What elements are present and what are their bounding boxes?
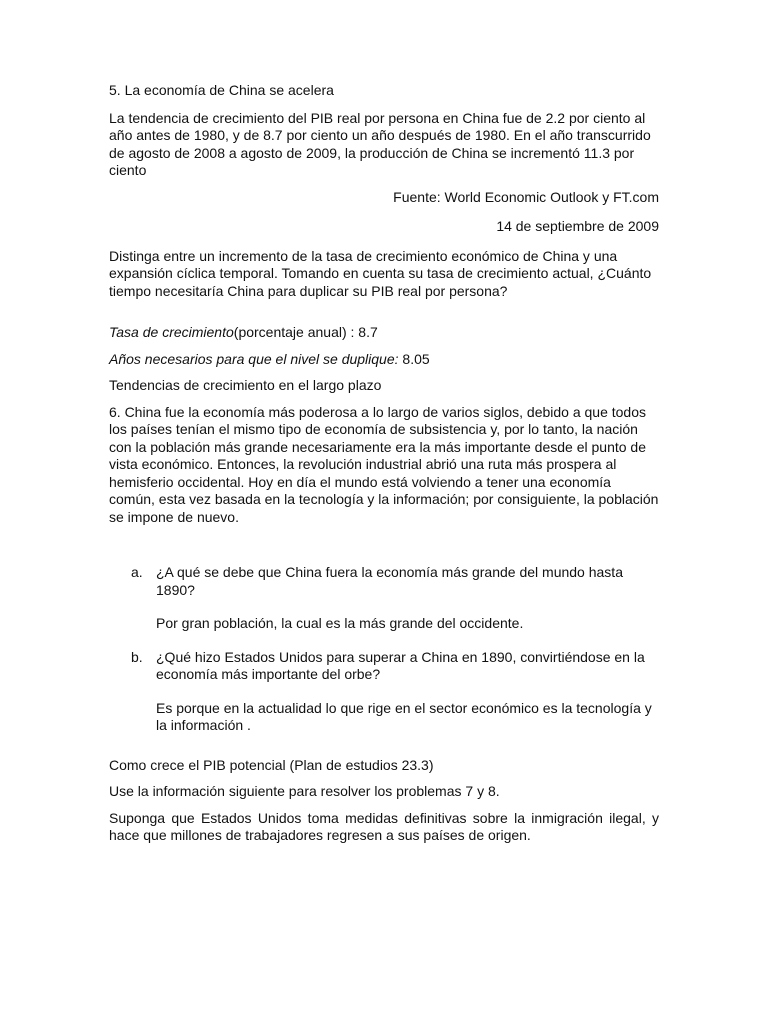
list-item: [109, 649, 659, 735]
growth-rate-value: (porcentaje anual) : 8.7: [233, 324, 378, 340]
years-needed-line: [109, 351, 659, 369]
long-term-heading: Tendencias de crecimiento en el largo plazo: [109, 377, 382, 393]
document-page: [109, 82, 659, 854]
question-letter: b.: [131, 648, 143, 665]
growth-rate-line: [109, 324, 659, 342]
question-text: ¿A qué se debe que China fuera la economía más grande del mundo hasta 1890?: [156, 564, 623, 598]
years-needed-label: Años necesarios para que el nivel se duplique:: [109, 350, 399, 367]
potential-heading: Como crece el PIB potencial (Plan de estudios 23.3): [109, 756, 434, 773]
years-needed-value: 8.05: [398, 350, 430, 367]
question-text: ¿Qué hizo Estados Unidos para superar a China en 1890, convirtiéndose en la economía más importante del orbe?: [156, 648, 645, 682]
question-list: [109, 564, 659, 735]
section-6-text: 6. China fue la economía más poderosa a lo largo de varios siglos, debido a que todos los países tenían el mismo tipo de economía de subsistencia y, por lo tanto, la nación con la población más grande necesariamente era la más importante desde el punto de vista económico. Entonces, la revolución industrial abrió una ruta más prospera al hemisferio occidental. Hoy en día el mundo está volviendo a tener una economía común, esta vez basada en la tecnología y la información; por consiguiente, la población se impone de nuevo.: [109, 403, 659, 525]
answer-text: Por gran población, la cual es la más grande del occidente.: [156, 615, 524, 631]
potential-scenario: Suponga que Estados Unidos toma medidas definitivas sobre la inmigración ilegal, y hace que millones de trabajadores regresen a sus países de origen.: [109, 809, 659, 843]
section-5-intro: La tendencia de crecimiento del PIB real por persona en China fue de 2.2 por ciento al año antes de 1980, y de 8.7 por ciento un año después de 1980. En el año transcurrido de agosto de 2008 a agosto de 2009, la producción de China se incrementó 11.3 por ciento: [109, 109, 651, 178]
potential-instruction: Use la información siguiente para resolver los problemas 7 y 8.: [109, 783, 500, 799]
question-letter: a.: [131, 564, 143, 580]
list-item: [109, 564, 659, 633]
date-line: 14 de septiembre de 2009: [496, 218, 659, 234]
section-5-question: Distinga entre un incremento de la tasa de crecimiento económico de China y una expansión cíclica temporal. Tomando en cuenta su tasa de crecimiento actual, ¿Cuánto tiempo necesitaría China para duplicar su PIB real por persona?: [109, 247, 652, 299]
answer-text: Es porque en la actualidad lo que rige en el sector económico es la tecnología y la información .: [156, 699, 652, 733]
growth-rate-label: Tasa de crecimiento: [109, 324, 234, 340]
source-line: Fuente: World Economic Outlook y FT.com: [393, 188, 659, 205]
section-5-heading: 5. La economía de China se acelera: [109, 82, 334, 98]
